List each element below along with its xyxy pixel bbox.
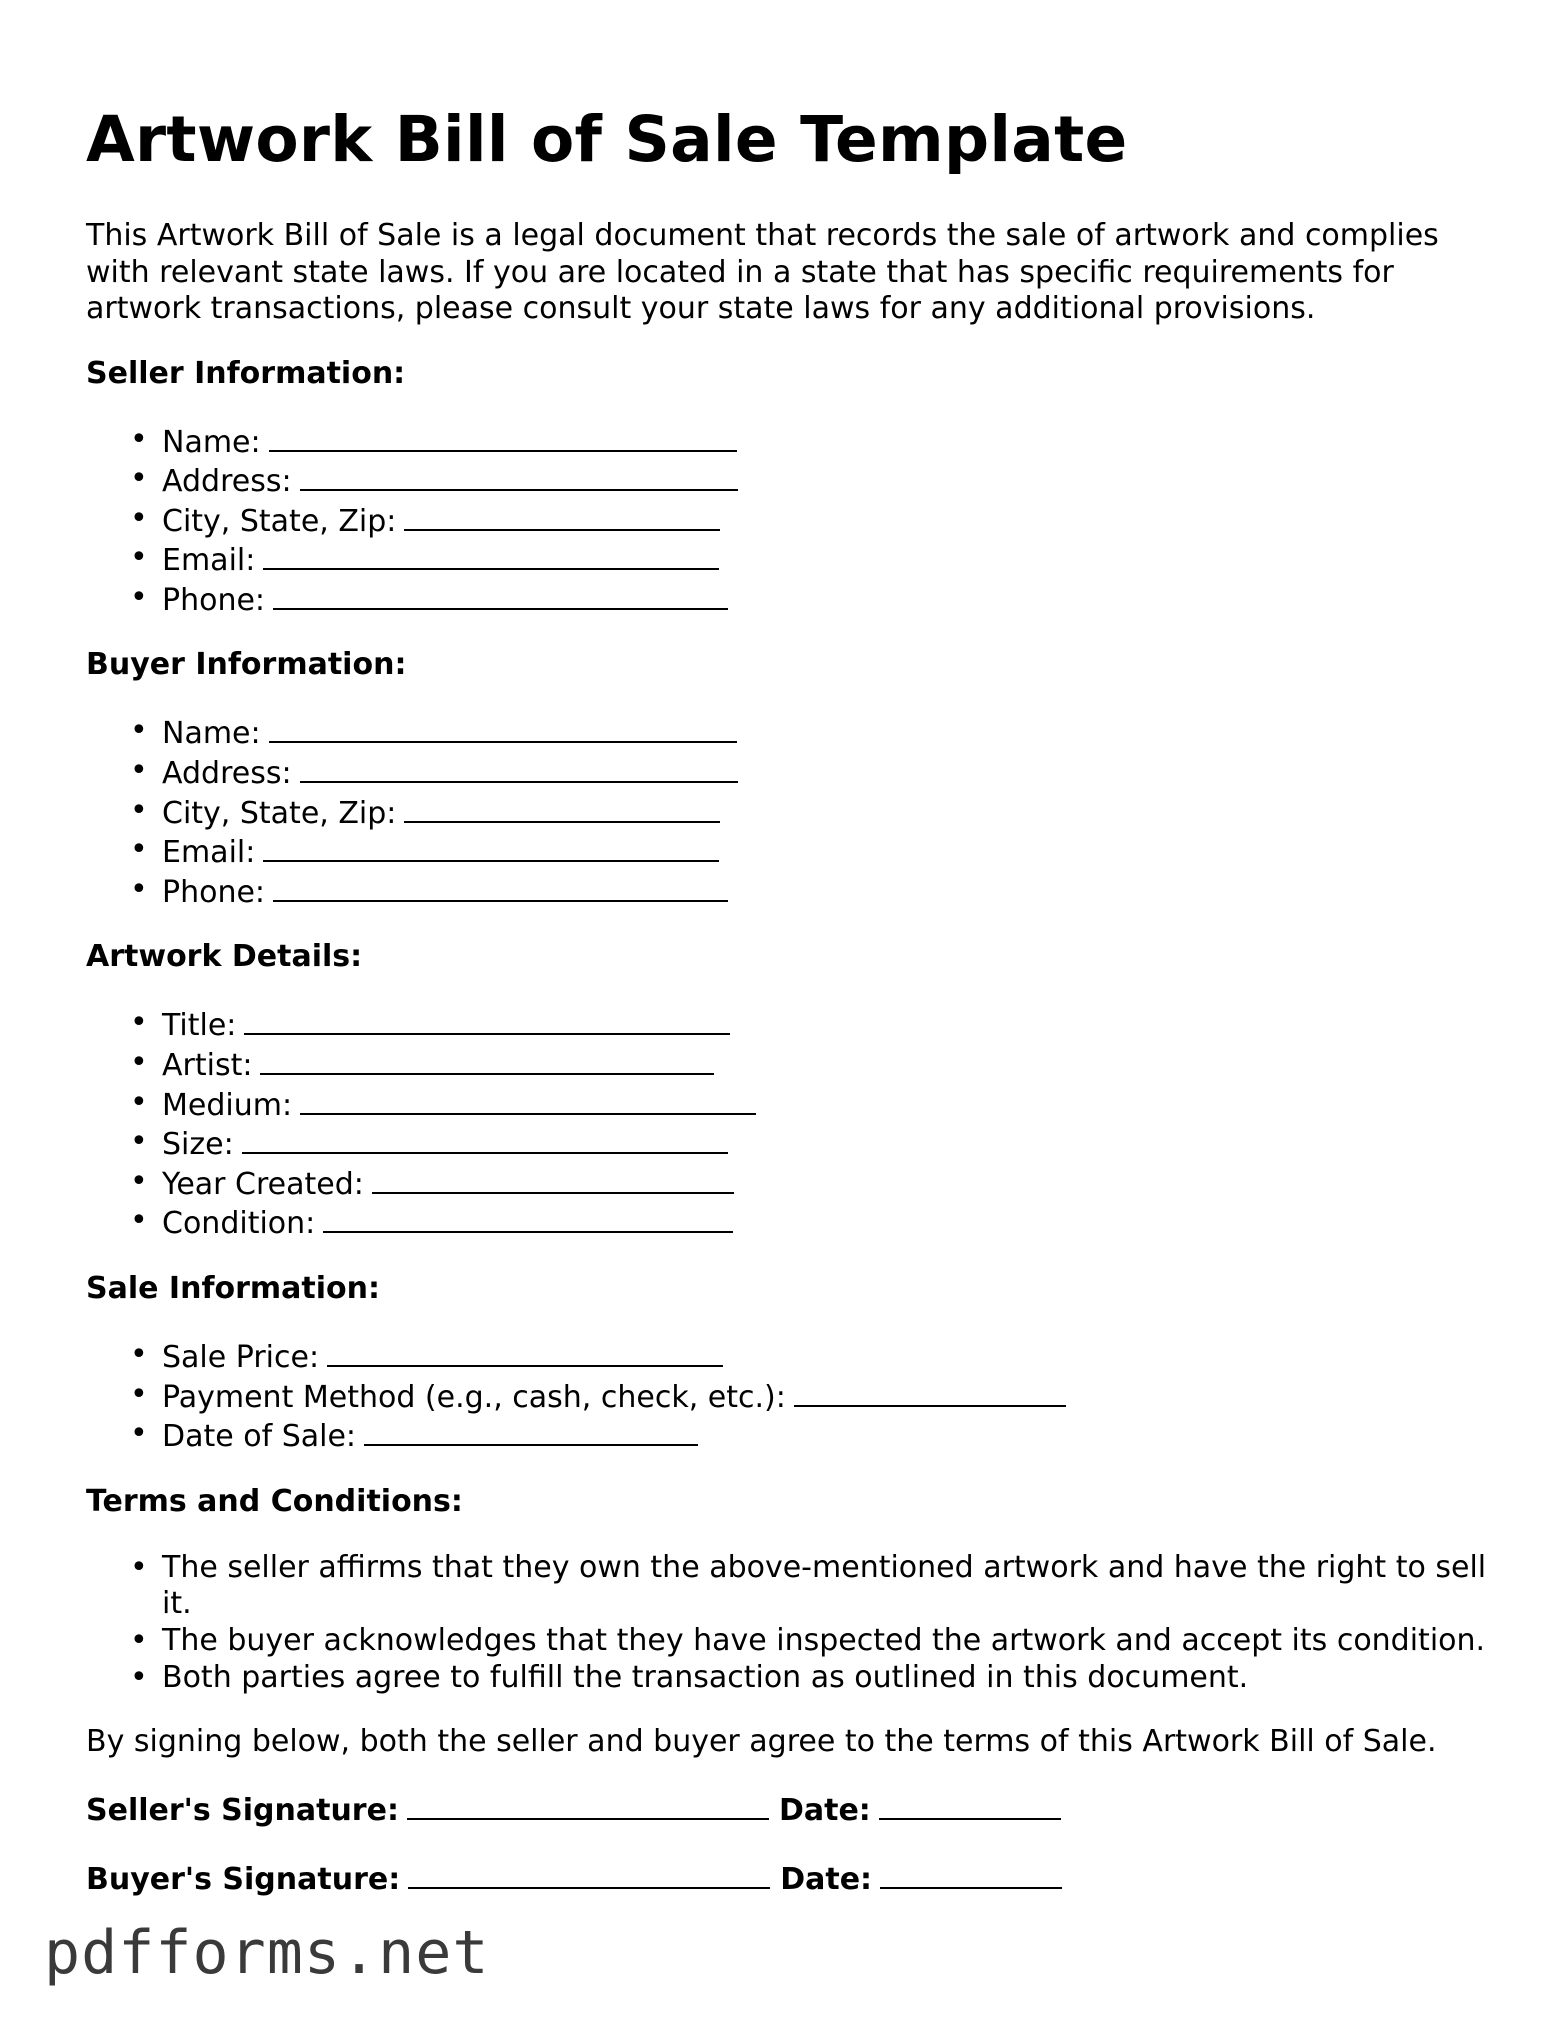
intro-paragraph: This Artwork Bill of Sale is a legal document that records the sale of artwork and complies with relevant state laws. If you are located in a state that has specific requirements for artwork transactions, please consult your state laws for any additional provisions. [86, 218, 1439, 326]
list-item [162, 1164, 1506, 1204]
artwork-year-created-field[interactable] [372, 1164, 734, 1194]
date-of-sale-field[interactable] [364, 1416, 698, 1446]
list-item [162, 1416, 1506, 1456]
seller-city-state-zip-label: City, State, Zip: [162, 503, 397, 539]
buyer-email-label: Email: [162, 835, 256, 871]
list-item [162, 580, 1506, 620]
sale-section-heading: Sale Information: [86, 1271, 380, 1306]
seller-address-field[interactable] [300, 461, 738, 491]
buyer-date-label: Date: [780, 1862, 873, 1898]
buyer-section-heading: Buyer Information: [86, 647, 407, 683]
payment-method-label: Payment Method (e.g., cash, check, etc.): [162, 1379, 786, 1415]
list-item [162, 832, 1506, 872]
artwork-size-label: Size: [162, 1127, 234, 1163]
seller-signature-label: Seller's Signature: [86, 1793, 399, 1829]
artwork-fields [86, 1005, 1506, 1243]
buyer-address-label: Address: [162, 756, 292, 792]
seller-city-state-zip-field[interactable] [404, 501, 720, 531]
seller-signature-row [86, 1790, 1506, 1829]
buyer-city-state-zip-field[interactable] [404, 793, 720, 823]
document-page [86, 100, 1506, 1898]
artwork-medium-label: Medium: [162, 1087, 293, 1123]
seller-date-label: Date: [778, 1793, 871, 1829]
buyer-fields [86, 713, 1506, 911]
list-item [162, 1005, 1506, 1045]
seller-phone-field[interactable] [273, 580, 728, 610]
list-item [162, 872, 1506, 912]
seller-fields [86, 422, 1506, 620]
buyer-signature-field[interactable] [408, 1859, 770, 1889]
list-item [162, 793, 1506, 833]
list-item: • Both parties agree to fulfill the transaction as outlined in this document. [162, 1660, 1506, 1697]
buyer-signature-row [86, 1859, 1506, 1898]
artwork-size-field[interactable] [242, 1124, 728, 1154]
list-item [162, 461, 1506, 501]
artwork-condition-label: Condition: [162, 1206, 316, 1242]
sale-price-field[interactable] [327, 1337, 723, 1367]
closing-statement: By signing below, both the seller and buyer agree to the terms of this Artwork Bill of Sale. [86, 1724, 1437, 1760]
buyer-address-field[interactable] [300, 753, 738, 783]
terms-section-heading: Terms and Conditions: [86, 1483, 463, 1519]
buyer-city-state-zip-label: City, State, Zip: [162, 795, 397, 831]
artwork-artist-field[interactable] [260, 1045, 714, 1075]
list-item: • The buyer acknowledges that they have inspected the artwork and accept its condition. [162, 1623, 1506, 1660]
artwork-condition-field[interactable] [323, 1203, 733, 1233]
seller-name-label: Name: [162, 424, 261, 460]
watermark-logo: pdfforms.net [44, 1918, 490, 1988]
seller-signature-field[interactable] [407, 1790, 769, 1820]
buyer-signature-label: Buyer's Signature: [86, 1862, 401, 1898]
list-item [162, 1045, 1506, 1085]
date-of-sale-label: Date of Sale: [162, 1419, 357, 1455]
buyer-name-label: Name: [162, 716, 261, 752]
buyer-date-field[interactable] [880, 1859, 1062, 1889]
list-item [162, 713, 1506, 753]
artwork-artist-label: Artist: [162, 1048, 253, 1084]
document-title: Artwork Bill of Sale Template [86, 103, 1128, 176]
terms-list [86, 1550, 1506, 1696]
seller-section-heading: Seller Information: [86, 355, 406, 391]
artwork-title-label: Title: [162, 1008, 237, 1044]
sale-price-label: Sale Price: [162, 1340, 320, 1375]
list-item [162, 501, 1506, 541]
list-item [162, 1337, 1506, 1377]
list-item [162, 422, 1506, 462]
payment-method-field[interactable] [794, 1377, 1066, 1407]
list-item [162, 1124, 1506, 1164]
buyer-name-field[interactable] [269, 713, 737, 743]
seller-name-field[interactable] [269, 422, 737, 452]
seller-date-field[interactable] [879, 1790, 1061, 1820]
list-item [162, 1203, 1506, 1243]
list-item [162, 540, 1506, 580]
list-item: • The seller affirms that they own the above-mentioned artwork and have the right to sell it. [162, 1550, 1506, 1623]
artwork-year-created-label: Year Created: [162, 1166, 364, 1202]
buyer-email-field[interactable] [263, 832, 719, 862]
seller-address-label: Address: [162, 464, 292, 500]
buyer-phone-label: Phone: [162, 874, 266, 910]
seller-email-field[interactable] [263, 540, 719, 570]
buyer-phone-field[interactable] [273, 872, 728, 902]
list-item [162, 753, 1506, 793]
artwork-title-field[interactable] [244, 1005, 730, 1035]
artwork-section-heading: Artwork Details: [86, 939, 363, 975]
seller-email-label: Email: [162, 543, 256, 579]
list-item [162, 1377, 1506, 1417]
seller-phone-label: Phone: [162, 582, 266, 618]
list-item [162, 1085, 1506, 1125]
sale-fields [86, 1337, 1506, 1456]
artwork-medium-field[interactable] [300, 1085, 756, 1115]
